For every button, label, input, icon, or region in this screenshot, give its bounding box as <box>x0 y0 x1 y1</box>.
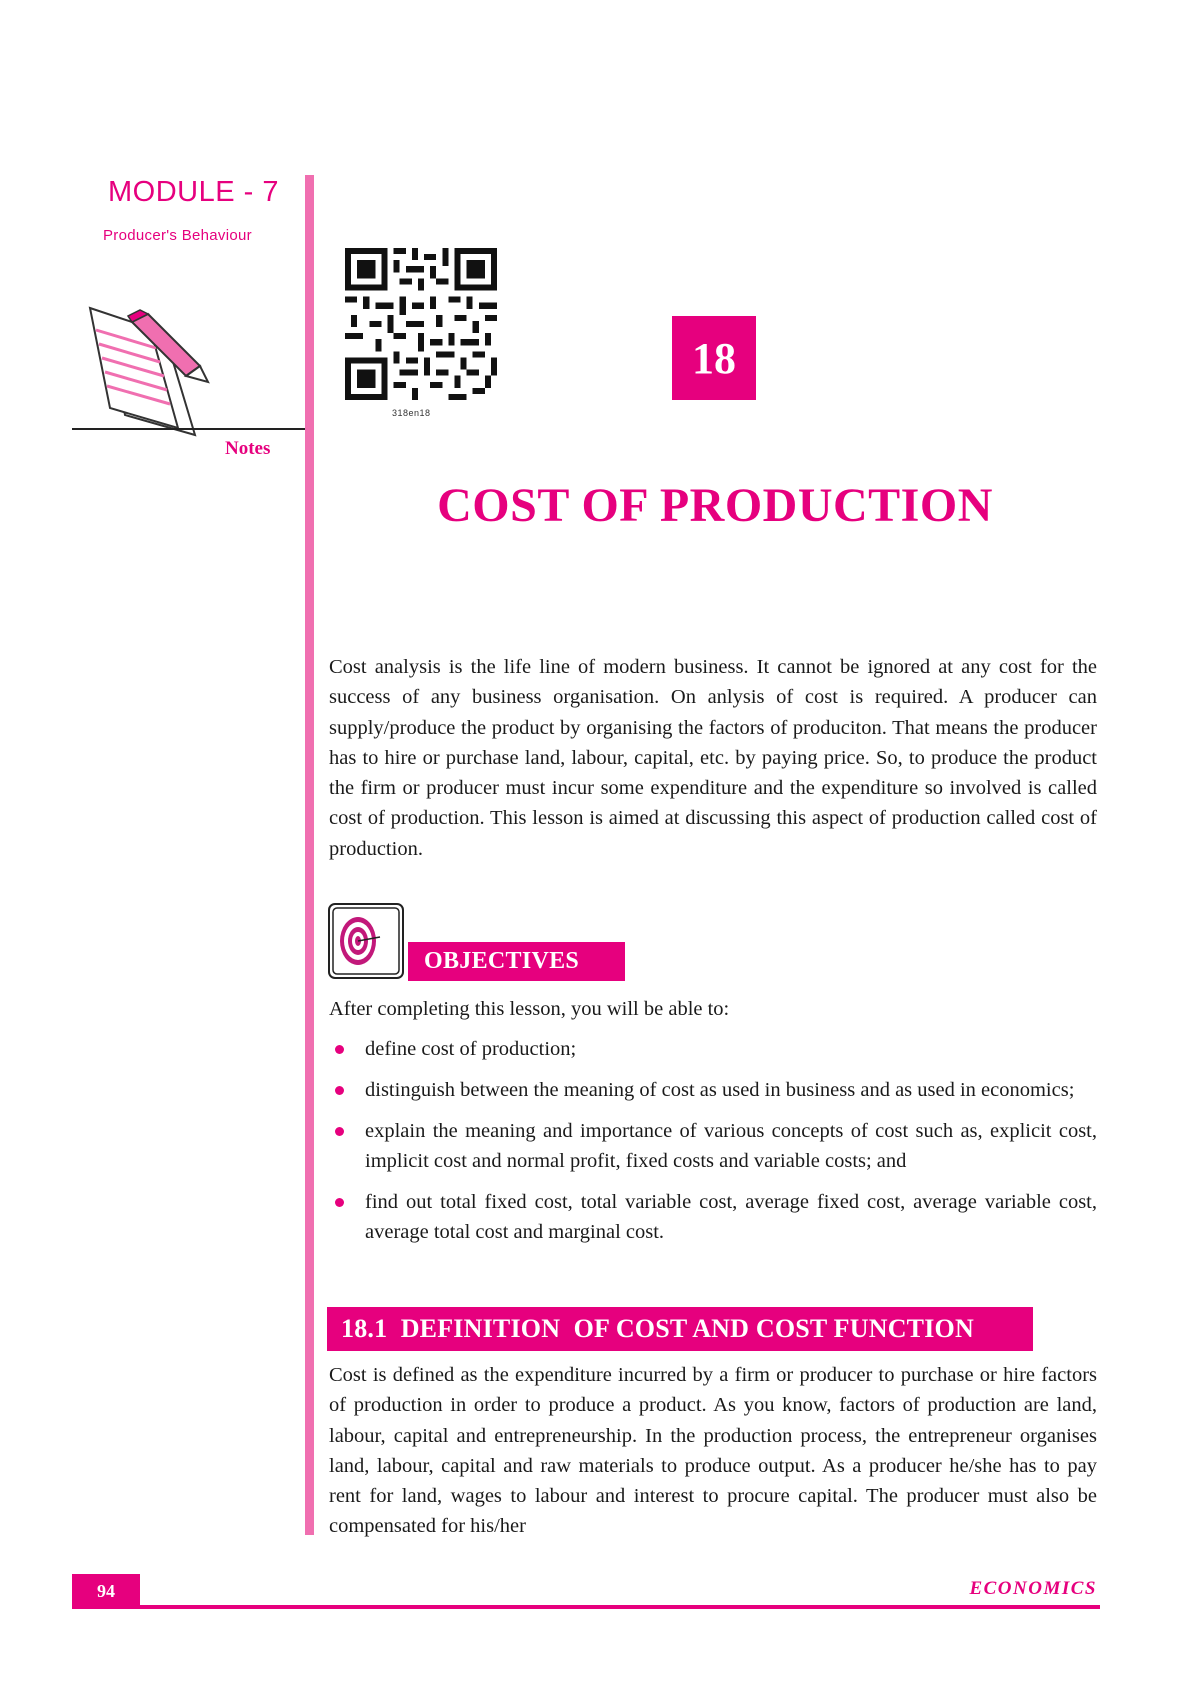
margin-column <box>0 0 290 1560</box>
target-icon <box>328 903 404 979</box>
section-heading: 18.1 DEFINITION OF COST AND COST FUNCTION <box>327 1307 1033 1351</box>
objective-item <box>329 1034 1097 1064</box>
bullet-icon <box>335 1127 344 1136</box>
chapter-title: COST OF PRODUCTION <box>437 479 993 532</box>
objective-text: find out total fixed cost, total variable cost, average fixed cost, average variable cost, average total cost and marginal cost. <box>365 1191 1097 1243</box>
objective-item <box>329 1075 1097 1105</box>
footer-subject: ECONOMICS <box>969 1578 1097 1599</box>
page-number: 94 <box>72 1574 140 1609</box>
module-title: MODULE - 7 <box>108 176 279 208</box>
objectives-heading: OBJECTIVES <box>408 942 625 981</box>
notes-divider <box>72 428 306 430</box>
objective-text: distinguish between the meaning of cost as used in business and as used in economics; <box>365 1079 1075 1101</box>
objective-text: explain the meaning and importance of various concepts of cost such as, explicit cost, implicit cost and normal profit, fixed costs and variable costs; and <box>365 1120 1097 1172</box>
qr-code-icon <box>345 248 497 400</box>
margin-vertical-bar <box>305 175 314 1535</box>
qr-caption: 318en18 <box>392 408 431 418</box>
objectives-list <box>329 1034 1097 1258</box>
bullet-icon <box>335 1198 344 1207</box>
section-body: Cost is defined as the expenditure incurred by a firm or producer to purchase or hire factors of production in order to produce a product. As you know, factors of production are land, labour, capital and entrepreneurship. In the production process, the entrepreneur organises land, labour, capital and raw materials to produce output. As a producer he/she has to pay rent for land, wages to labour and interest to procure capital. The producer must also be compensated for his/her <box>329 1364 1097 1538</box>
notes-label: Notes <box>225 438 271 459</box>
module-subtitle: Producer's Behaviour <box>103 227 252 244</box>
objective-text: define cost of production; <box>365 1038 577 1060</box>
footer-rule <box>72 1605 1100 1609</box>
objective-item <box>329 1187 1097 1247</box>
intro-paragraph: Cost analysis is the life line of modern business. It cannot be ignored at any cost for the success of any business organisation. On anlysis of cost is required. A producer can supply/produce the product by organising the factors of produciton. That means the producer has to hire or purchase land, labour, capital, etc. by paying price. So, to produce the product the firm or producer must incur some expenditure and the expenditure so involved is called cost of production. This lesson is aimed at discussing this aspect of production called cost of production. <box>329 656 1097 860</box>
bullet-icon <box>335 1045 344 1054</box>
chapter-number: 18 <box>672 316 756 400</box>
bullet-icon <box>335 1086 344 1095</box>
objective-item <box>329 1116 1097 1176</box>
objectives-lead: After completing this lesson, you will be able to: <box>329 998 730 1020</box>
